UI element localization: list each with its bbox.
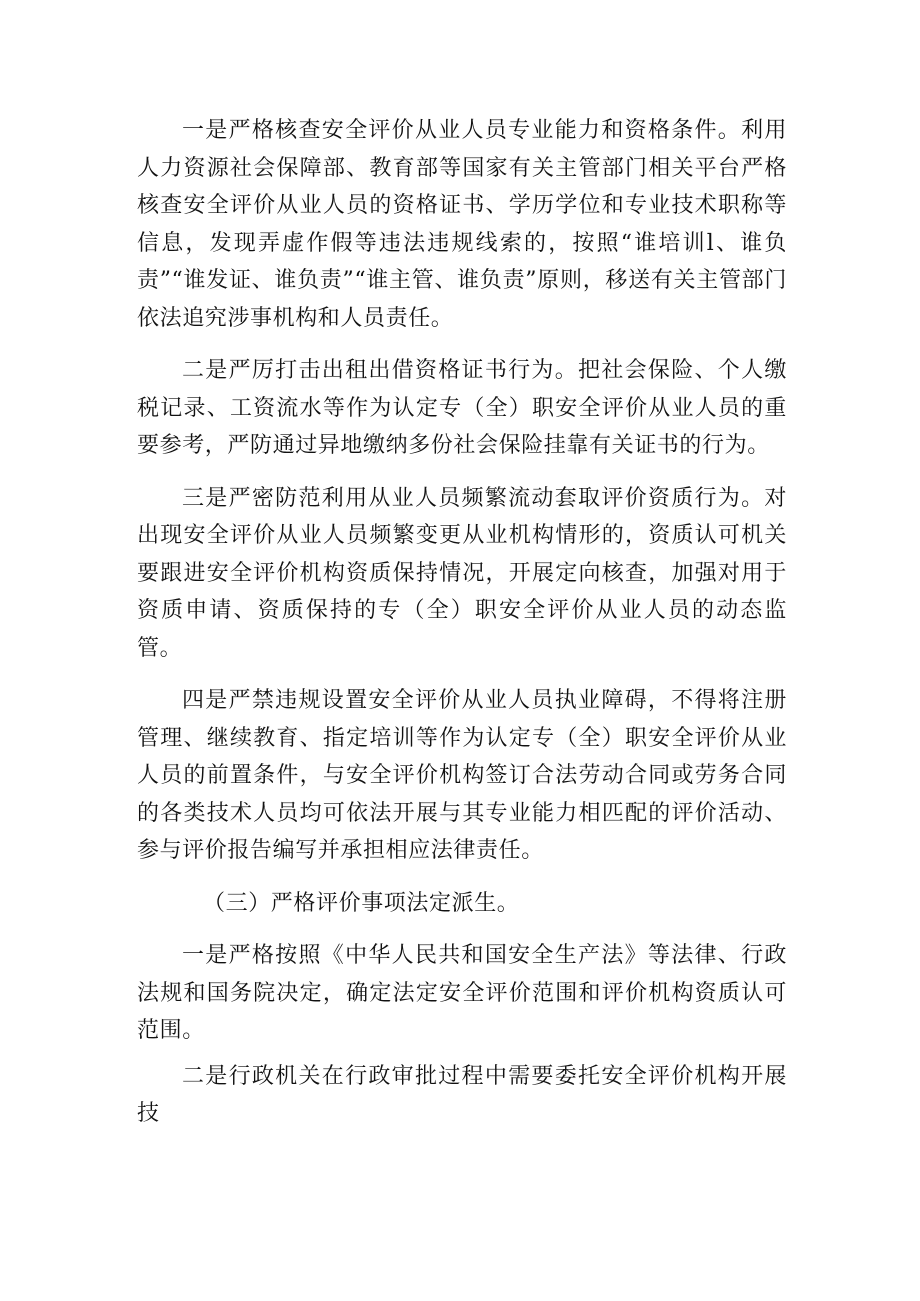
section-paragraph-2: 二是行政机关在行政审批过程中需要委托安全评价机构开展技 [137,1063,787,1126]
document-body [137,112,787,1133]
paragraph-1: 一是严格核查安全评价从业人员专业能力和资格条件。利用人力资源社会保障部、教育部等国家有关主管部门相关平台严格核查安全评价从业人员的资格证书、学历学位和专业技术职称等信息，发现弄虚作假等违法违规线索的，按照“谁培训l、谁负责”“谁发证、谁负责”“谁主管、谁负责”原则，移送有关主管部门依法追究涉事机构和人员责任。 [137,118,787,331]
paragraph-4: 四是严禁违规设置安全评价从业人员执业障碍，不得将注册管理、继续教育、指定培训等作为认定专（全）职安全评价从业人员的前置条件，与安全评价机构签订合法劳动合同或劳务合同的各类技术人员均可依法开展与其专业能力相匹配的评价活动、参与评价报告编写并承担相应法律责任。 [137,688,787,863]
paragraph-3: 三是严密防范利用从业人员频繁流动套取评价资质行为。对出现安全评价从业人员频繁变更从业机构情形的，资质认可机关要跟进安全评价机构资质保持情况，开展定向核查，加强对用于资质申请、资质保持的专（全）职安全评价从业人员的动态监管。 [137,485,787,661]
section-heading: （三）严格评价事项法定派生。 [203,890,520,916]
section-paragraph-1: 一是严格按照《中华人民共和国安全生产法》等法律、行政法规和国务院决定，确定法定安全评价范围和评价机构资质认可范围。 [137,943,787,1043]
paragraph-2: 二是严厉打击出租出借资格证书行为。把社会保险、个人缴税记录、工资流水等作为认定专（全）职安全评价从业人员的重要参考，严防通过异地缴纳多份社会保险挂靠有关证书的行为。 [137,358,787,458]
